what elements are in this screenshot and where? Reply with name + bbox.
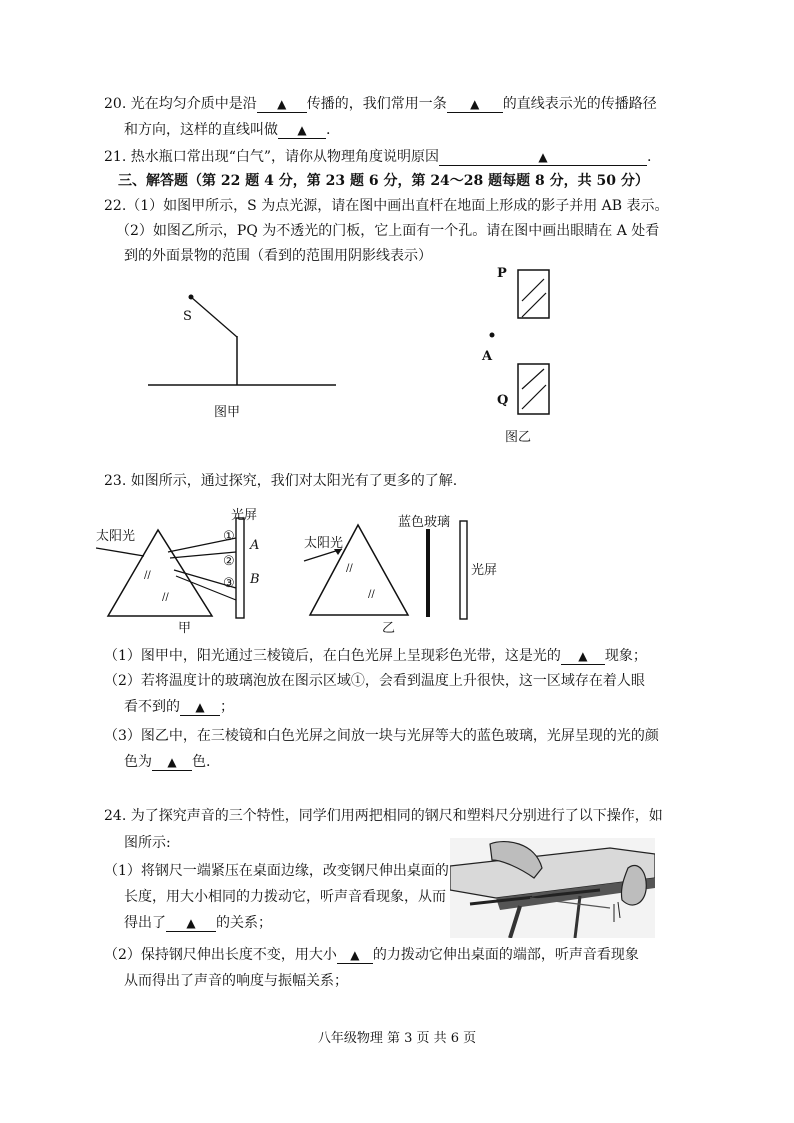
q23-blank3[interactable]: ▲	[152, 754, 192, 771]
q23-fig-b-glass-label: 蓝色玻璃	[398, 515, 451, 530]
q22-part3: 到的外面景物的范围（看到的范围用阴影线表示）	[124, 248, 432, 264]
q22-part2: （2）如图乙所示，PQ 为不透光的门板，它上面有一个孔。请在图中画出眼睛在 A 处看	[116, 223, 660, 239]
q23-fig-a-label-a: A	[250, 538, 260, 553]
svg-text://: //	[162, 592, 169, 603]
q23-part1: （1）图甲中，阳光通过三棱镜后，在白色光屏上呈现彩色光带，这是光的 ▲ 现象；	[104, 648, 647, 664]
q20-blank1[interactable]: ▲	[257, 96, 307, 113]
q21-text2: .	[647, 149, 652, 165]
q21-line	[104, 147, 652, 167]
q22-figure-a	[140, 285, 350, 425]
q24-part1-line2: 长度，用大小相同的力拨动它，听声音看现象，从而	[124, 889, 446, 905]
page-footer: 八年级物理 第 3 页 共 6 页	[317, 1031, 477, 1046]
q24-intro-line2: 图所示:	[124, 835, 171, 851]
q22-fig-b-label-p: P	[497, 266, 507, 281]
q23-fig-a-region-1: ①	[223, 529, 235, 544]
q20-blank3[interactable]: ▲	[278, 122, 326, 139]
q20-blank2[interactable]: ▲	[447, 96, 503, 113]
q20-text1: 光在均匀介质中是沿	[130, 96, 257, 112]
q23-intro-line	[104, 471, 457, 491]
q20-text5: .	[326, 122, 331, 138]
q23-fig-a-region-3: ③	[223, 576, 235, 591]
light-screen-b	[460, 521, 467, 619]
q23-fig-b-screen-label: 光屏	[471, 563, 498, 578]
light-screen-a	[236, 518, 244, 618]
q22-fig-a-label-s: S	[183, 309, 192, 324]
q20-text2: 传播的，我们常用一条	[306, 96, 447, 112]
q24-blank2[interactable]: ▲	[337, 947, 373, 964]
q22-figure-b	[480, 265, 580, 425]
q20-line2	[124, 120, 330, 140]
svg-text://: //	[368, 589, 375, 600]
q23-number: 23.	[104, 473, 127, 489]
svg-text://: //	[346, 563, 353, 574]
q23-fig-a-label-b: B	[250, 572, 260, 587]
q22-line1	[104, 196, 669, 216]
q22-number: 22.	[104, 198, 127, 214]
q23-part3-line2: 色为 ▲ 色.	[124, 754, 211, 770]
q21-number: 21.	[104, 149, 127, 165]
q24-blank1[interactable]: ▲	[166, 915, 216, 932]
q22-fig-a-caption: 图甲	[214, 405, 241, 420]
q20-number: 20.	[104, 96, 127, 112]
q22-fig-b-label-a: A	[482, 349, 493, 364]
q20-text3: 的直线表示光的传播路径	[502, 96, 657, 112]
q22-part1: （1）如图甲所示，S 为点光源，请在图中画出直杆在地面上形成的影子并用 AB 表示。	[126, 198, 669, 214]
q21-blank[interactable]: ▲	[439, 149, 647, 166]
q21-text1: 热水瓶口常出现“白气”，请你从物理角度说明原因	[130, 149, 440, 165]
q24-part2-line2: 从而得出了声音的响度与振幅关系；	[124, 973, 348, 989]
q24-part2-line1: （2）保持钢尺伸出长度不变，用大小 ▲ 的力拨动它伸出桌面的端部，听声音看现象	[104, 947, 639, 963]
q22-fig-b-label-q: Q	[497, 393, 509, 408]
section3-title: 三、解答题（第 22 题 4 分，第 23 题 6 分，第 24～28 题每题 8 分，共 50 分）	[118, 173, 649, 189]
q24-part1-line3: 得出了 ▲ 的关系；	[124, 915, 272, 931]
q20-line1	[104, 94, 657, 114]
q23-part2-line2: 看不到的 ▲ ；	[124, 699, 234, 715]
q24-part1-line1: （1）将钢尺一端紧压在桌面边缘，改变钢尺伸出桌面的	[104, 863, 449, 879]
q23-part2-line1: （2）若将温度计的玻璃泡放在图示区域①，会看到温度上升很快，这一区域存在着人眼	[104, 673, 645, 689]
q22-fig-b-caption: 图乙	[505, 430, 532, 445]
blue-glass	[426, 529, 430, 617]
q23-fig-a-caption: 甲	[178, 621, 192, 636]
light-ray-line	[191, 297, 237, 337]
q23-fig-a-screen-label: 光屏	[231, 508, 258, 523]
eye-point-a	[490, 333, 495, 338]
q23-blank1[interactable]: ▲	[561, 648, 605, 665]
sunlight-ray-a	[96, 548, 144, 556]
q24-number: 24.	[104, 808, 127, 824]
q23-fig-a-sun-label: 太阳光	[96, 529, 136, 544]
q24-ruler-figure	[450, 838, 655, 938]
q23-blank2[interactable]: ▲	[180, 699, 220, 716]
q23-fig-a-region-2: ②	[223, 554, 235, 569]
q23-intro: 如图所示，通过探究，我们对太阳光有了更多的了解.	[130, 473, 458, 489]
q20-text4: 和方向，这样的直线叫做	[124, 122, 278, 138]
q23-part3-line1: （3）图乙中，在三棱镜和白色光屏之间放一块与光屏等大的蓝色玻璃，光屏呈现的光的颜	[104, 728, 659, 744]
q23-fig-b-sun-label: 太阳光	[304, 536, 344, 551]
svg-text://: //	[144, 570, 151, 581]
q24-intro-line1: 24. 为了探究声音的三个特性，同学们用两把相同的钢尺和塑料尺分别进行了以下操作，如	[104, 808, 663, 824]
q23-fig-b-caption: 乙	[382, 621, 396, 636]
